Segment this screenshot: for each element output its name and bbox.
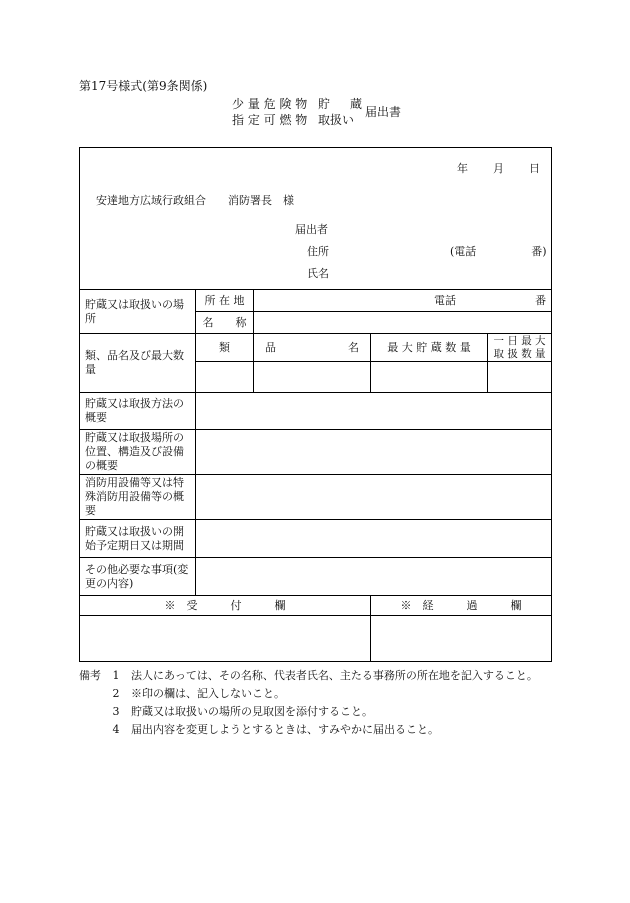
progress-field — [371, 616, 552, 662]
facility-label: 貯蔵又は取扱場所の位置、構造及び設備の概要 — [80, 430, 196, 475]
name-field-label: 名 称 — [196, 312, 254, 334]
location-phone-suffix: 番 — [535, 293, 547, 307]
note-text: 貯蔵又は取扱いの場所の見取図を添付すること。 — [131, 705, 373, 718]
daily-max-cell[interactable] — [488, 362, 552, 393]
method-label: 貯蔵又は取扱方法の概要 — [80, 393, 196, 430]
note-number: 4 — [112, 723, 120, 736]
note-item — [79, 703, 551, 721]
col-item-a: 品 — [265, 340, 276, 354]
location-label: 貯蔵又は取扱いの場所 — [80, 290, 196, 334]
title-line1-a: 少 量 危 険 物 — [232, 97, 308, 111]
note-item — [79, 685, 551, 703]
note-number: 3 — [112, 705, 120, 718]
title-line1-b: 貯 蔵 — [318, 97, 367, 111]
facility-field[interactable] — [196, 430, 552, 475]
col-item-header — [254, 334, 371, 362]
note-item — [79, 667, 551, 685]
items-label: 類、品名及び最大数量 — [80, 334, 196, 393]
addressee: 安達地方広域行政組合 消防署長 様 — [96, 194, 294, 207]
notifier-label: 届出者 — [295, 223, 328, 236]
item-cell[interactable] — [254, 362, 371, 393]
start-date-label: 貯蔵又は取扱いの開始予定期日又は期間 — [80, 520, 196, 558]
name-field[interactable] — [254, 312, 552, 334]
name-label: 氏名 — [307, 267, 329, 280]
reception-field — [80, 616, 371, 662]
reception-header: ※ 受 付 欄 — [80, 596, 371, 616]
note-text: ※印の欄は、記入しないこと。 — [131, 687, 285, 700]
start-date-field[interactable] — [196, 520, 552, 558]
method-field[interactable] — [196, 393, 552, 430]
form-number: 第17号様式(第9条関係) — [79, 79, 208, 93]
day-label: 日 — [529, 162, 540, 175]
note-item — [79, 721, 551, 739]
title-line2-b: 取扱い — [318, 113, 355, 127]
other-label: その他必要な事項(変更の内容) — [80, 558, 196, 596]
note-number: 2 — [112, 687, 120, 700]
notes-heading: 備考 — [79, 669, 101, 682]
note-text: 届出内容を変更しようとするときは、すみやかに届出ること。 — [131, 723, 439, 736]
progress-header: ※ 経 過 欄 — [371, 596, 552, 616]
other-field[interactable] — [196, 558, 552, 596]
col-max-storage-header: 最 大 貯 蔵 数 量 — [371, 334, 488, 362]
col-item-b: 名 — [348, 340, 359, 354]
title-suffix: 届出書 — [365, 105, 402, 119]
month-label: 月 — [493, 162, 504, 175]
fire-equipment-label: 消防用設備等又は特殊消防用設備等の概要 — [80, 475, 196, 520]
class-cell[interactable] — [196, 362, 254, 393]
phone-label: (電話 番) — [450, 245, 547, 258]
address-label: 住所 — [307, 245, 329, 258]
header-block — [80, 148, 552, 290]
note-number: 1 — [112, 669, 120, 682]
note-text: 法人にあっては、その名称、代表者氏名、主たる事務所の所在地を記入すること。 — [131, 669, 538, 682]
col-daily-max-header: 一 日 最 大 取 扱 数 量 — [488, 334, 552, 362]
year-label: 年 — [457, 162, 468, 175]
fire-equipment-field[interactable] — [196, 475, 552, 520]
notification-form — [79, 147, 552, 662]
address-field-label: 所 在 地 — [196, 290, 254, 312]
address-field[interactable] — [254, 290, 552, 312]
max-storage-cell[interactable] — [371, 362, 488, 393]
notes — [79, 667, 551, 739]
col-class-header: 類 — [196, 334, 254, 362]
title-line2-a: 指 定 可 燃 物 — [232, 113, 308, 127]
location-phone-label: 電話 — [434, 293, 456, 307]
